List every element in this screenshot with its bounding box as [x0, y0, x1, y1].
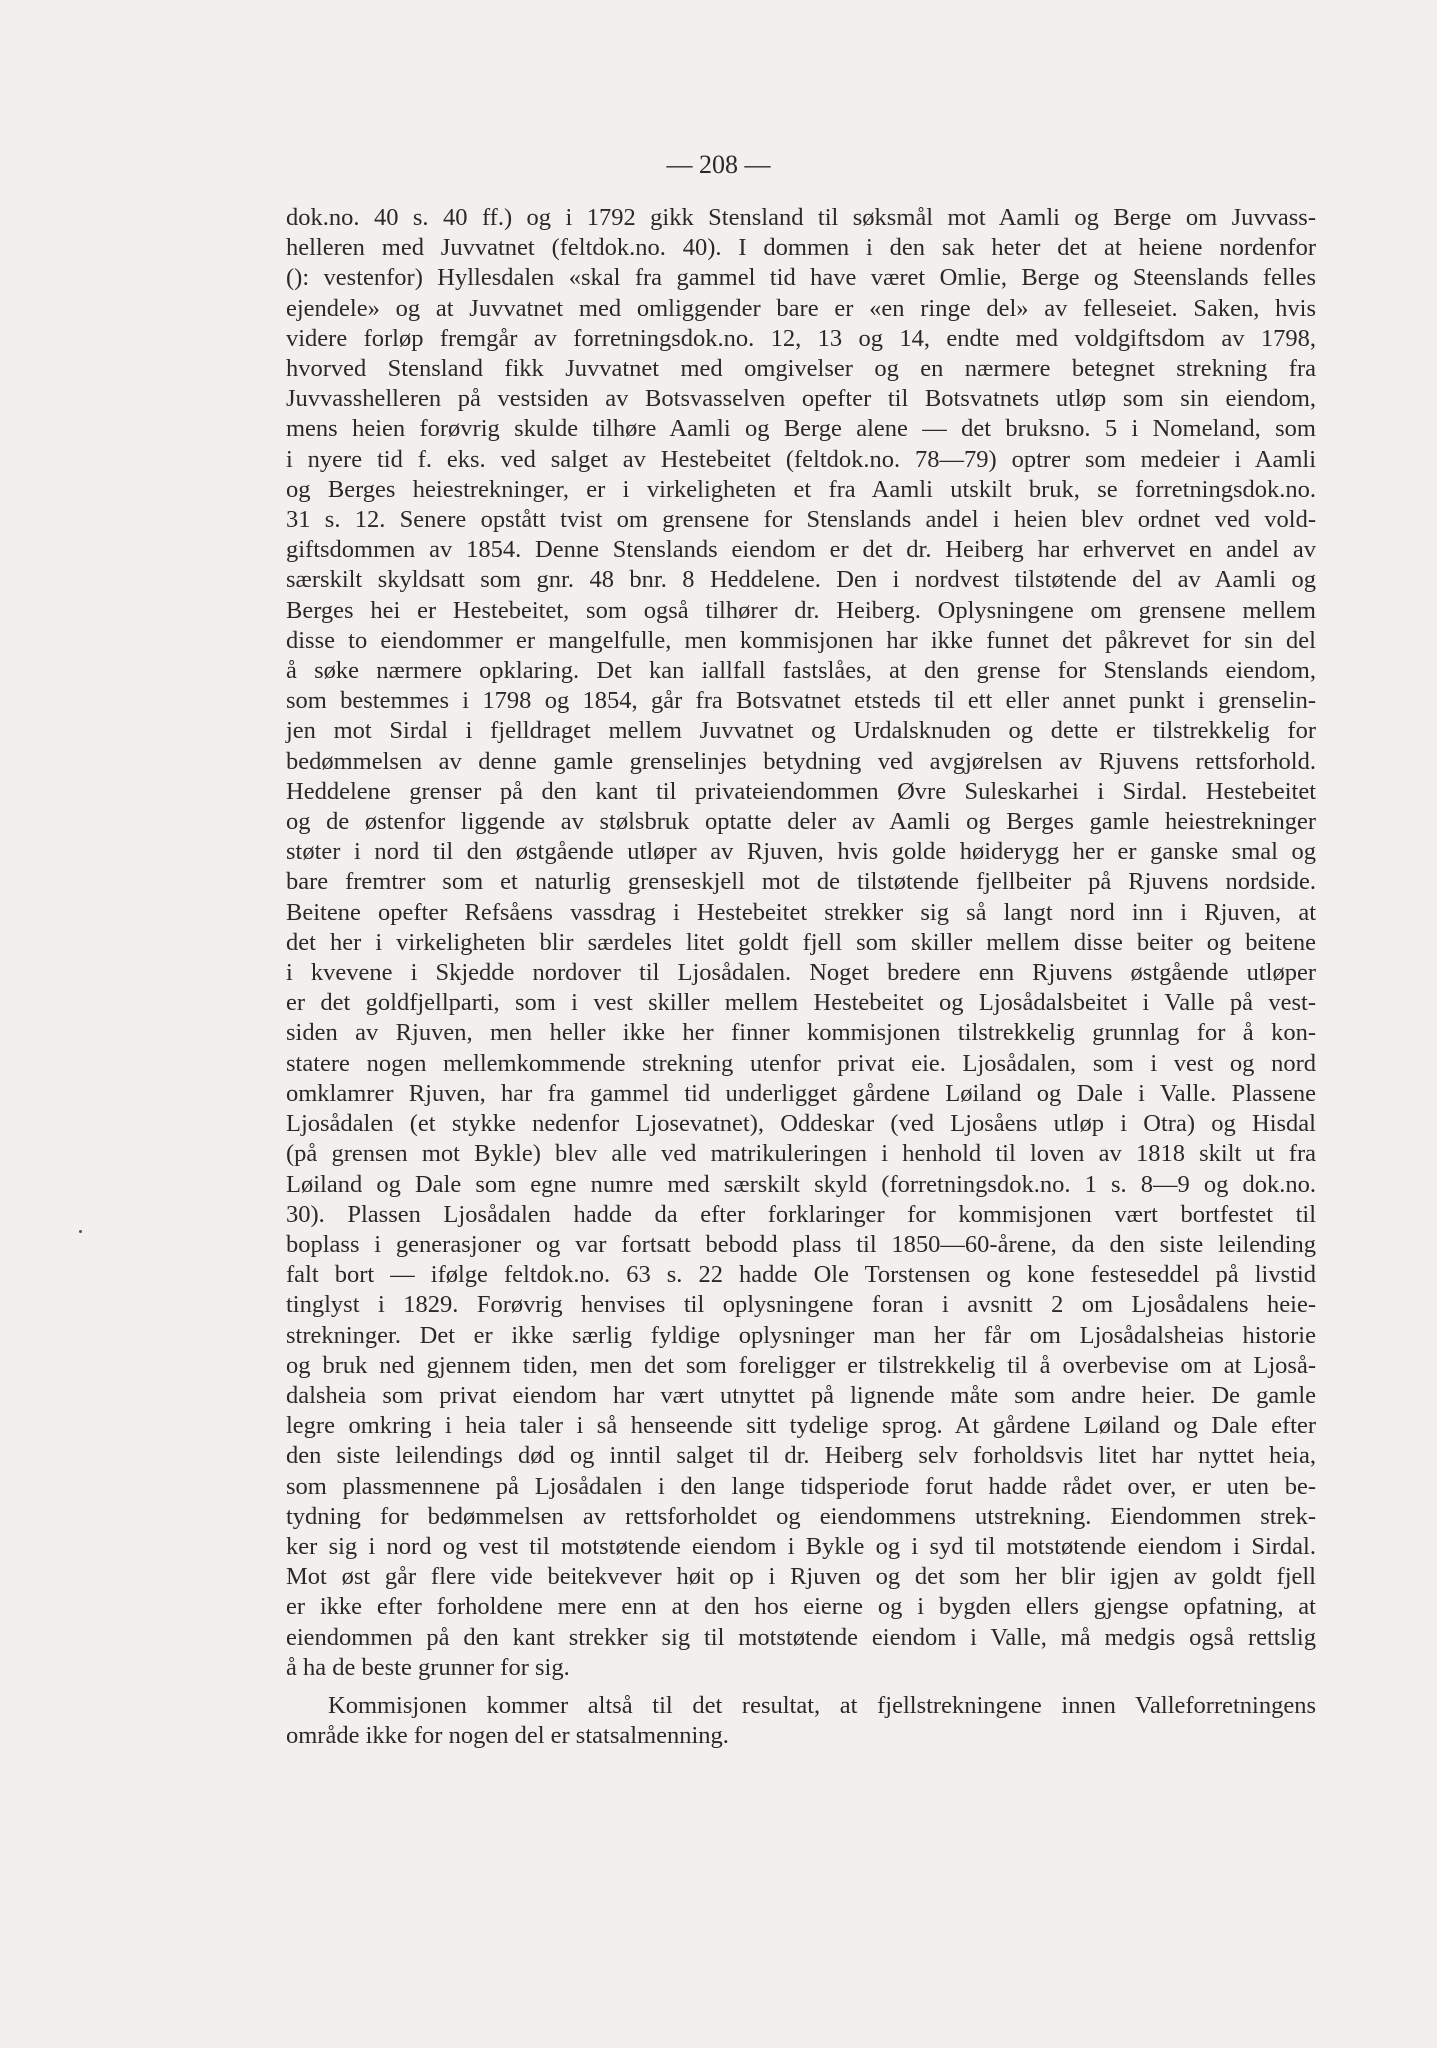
text-line: Berges hei er Hestebeitet, som også tilhører dr. Heiberg. Oplysningene om grensene mellem — [286, 596, 1316, 624]
text-line: strekninger. Det er ikke særlig fyldige oplysninger man her får om Ljosådalsheias historie — [286, 1321, 1316, 1349]
text-line: Løiland og Dale som egne numre med særskilt skyld (forretningsdok.no. 1 s. 8—9 og dok.no. — [286, 1170, 1316, 1198]
text-line: boplass i generasjoner og var fortsatt bebodd plass til 1850—60-årene, da den siste leilending — [286, 1230, 1316, 1258]
text-line: støter i nord til den østgående utløper av Rjuven, hvis golde høiderygg her er ganske smal og — [286, 838, 1316, 866]
text-line: (på grensen mot Bykle) blev alle ved matrikuleringen i henhold til loven av 1818 skilt ut fra — [286, 1140, 1316, 1168]
text-line: i kvevene i Skjedde nordover til Ljosådalen. Noget bredere enn Rjuvens østgående utløper — [286, 959, 1316, 987]
text-line: disse to eiendommer er mangelfulle, men kommisjonen har ikke funnet det påkrevet for sin del — [286, 626, 1316, 654]
text-line: jen mot Sirdal i fjelldraget mellem Juvvatnet og Urdalsknuden og dette er tilstrekkelig for — [286, 717, 1316, 745]
text-line: og de østenfor liggende av stølsbruk optatte deler av Aamli og Berges gamle heiestrekninger — [286, 808, 1316, 836]
margin-speck — [79, 1230, 82, 1233]
text-line: Mot øst går flere vide beitekvever høit op i Rjuven og det som her blir igjen av goldt fjell — [286, 1563, 1316, 1591]
text-line: tinglyst i 1829. Forøvrig henvises til oplysningene foran i avsnitt 2 om Ljosådalens heie- — [286, 1291, 1316, 1319]
text-line: helleren med Juvvatnet (feltdok.no. 40). I dommen i den sak heter det at heiene nordenfor — [286, 234, 1316, 262]
text-line: 30). Plassen Ljosådalen hadde da efter forklaringer for kommisjonen vært bortfestet til — [286, 1200, 1316, 1228]
text-line: tydning for bedømmelsen av rettsforholdet og eiendommens utstrekning. Eiendommen strek- — [286, 1502, 1316, 1530]
text-line: mens heien forøvrig skulde tilhøre Aamli og Berge alene — det bruksno. 5 i Nomeland, som — [286, 415, 1316, 443]
text-line: hvorved Stensland fikk Juvvatnet med omgivelser og en nærmere betegnet strekning fra — [286, 355, 1316, 383]
text-line: er ikke efter forholdene mere enn at den hos eierne og i bygden ellers gjengse opfatning, at — [286, 1593, 1316, 1621]
text-line: omklamrer Rjuven, har fra gammel tid underligget gårdene Løiland og Dale i Valle. Plassene — [286, 1079, 1316, 1107]
paragraph — [286, 1691, 1316, 1751]
text-line: (): vestenfor) Hyllesdalen «skal fra gammel tid have været Omlie, Berge og Steenslands felles — [286, 264, 1316, 292]
text-line: 31 s. 12. Senere opstått tvist om grensene for Stenslands andel i heien blev ordnet ved vold- — [286, 506, 1316, 534]
text-line: som plassmennene på Ljosådalen i den lange tidsperiode forut hadde rådet over, er uten be- — [286, 1472, 1316, 1500]
text-line: Beitene opefter Refsåens vassdrag i Hestebeitet strekker sig så langt nord inn i Rjuven, at — [286, 898, 1316, 926]
paragraph — [286, 203, 1316, 1683]
text-line: dalsheia som privat eiendom har vært utnyttet på lignende måte som andre heier. De gamle — [286, 1381, 1316, 1409]
text-line: og bruk ned gjennem tiden, men det som foreligger er tilstrekkelig til å overbevise om at Ljoså- — [286, 1351, 1316, 1379]
text-line: falt bort — ifølge feltdok.no. 63 s. 22 hadde Ole Torstensen og kone festeseddel på livstid — [286, 1261, 1316, 1289]
text-line: Kommisjonen kommer altså til det resultat, at fjellstrekningene innen Valleforretningens — [328, 1691, 1316, 1719]
text-line: Heddelene grenser på den kant til privateiendommen Øvre Suleskarhei i Sirdal. Hestebeitet — [286, 777, 1316, 805]
text-line: den siste leilendings død og inntil salget til dr. Heiberg selv forholdsvis litet har nyttet heia, — [286, 1442, 1316, 1470]
text-line: videre forløp fremgår av forretningsdok.no. 12, 13 og 14, endte med voldgiftsdom av 1798, — [286, 324, 1316, 352]
paragraph-gap — [286, 1683, 1316, 1691]
text-line: ker sig i nord og vest til motstøtende eiendom i Bykle og i syd til motstøtende eiendom i Sirdal. — [286, 1532, 1316, 1560]
text-line: område ikke for nogen del er statsalmenning. — [286, 1722, 729, 1750]
text-line: og Berges heiestrekninger, er i virkeligheten et fra Aamli utskilt bruk, se forretningsdok.no. — [286, 475, 1316, 503]
page-number: — 208 — — [666, 150, 771, 179]
text-line: siden av Rjuven, men heller ikke her finner kommisjonen tilstrekkelig grunnlag for å kon- — [286, 1019, 1316, 1047]
text-line: ejendele» og at Juvvatnet med omliggender bare er «en ringe del» av felleseiet. Saken, hvis — [286, 294, 1316, 322]
text-line: giftsdommen av 1854. Denne Stenslands eiendom er det dr. Heiberg har erhvervet en andel av — [286, 536, 1316, 564]
text-line: dok.no. 40 s. 40 ff.) og i 1792 gikk Stensland til søksmål mot Aamli og Berge om Juvvass- — [286, 204, 1316, 231]
text-line: legre omkring i heia taler i så henseende sitt tydelige sprog. At gårdene Løiland og Dale efter — [286, 1412, 1316, 1440]
text-line: bare fremtrer som et naturlig grenseskjell mot de tilstøtende fjellbeiter på Rjuvens nordside. — [286, 868, 1316, 896]
text-line: eiendommen på den kant strekker sig til motstøtende eiendom i Valle, må medgis også rettslig — [286, 1623, 1316, 1651]
text-line: statere nogen mellemkommende strekning utenfor privat eie. Ljosådalen, som i vest og nord — [286, 1049, 1316, 1077]
text-line: Ljosådalen (et stykke nedenfor Ljosevatnet), Oddeskar (ved Ljosåens utløp i Otra) og Hisdal — [286, 1110, 1316, 1138]
text-line: er det goldfjellparti, som i vest skiller mellem Hestebeitet og Ljosådalsbeitet i Valle på vest- — [286, 989, 1316, 1017]
text-line: det her i virkeligheten blir særdeles litet goldt fjell som skiller mellem disse beiter og beitene — [286, 928, 1316, 956]
text-line: Juvvasshelleren på vestsiden av Botsvasselven opefter til Botsvatnets utløp som sin eiendom, — [286, 385, 1316, 413]
text-line: i nyere tid f. eks. ved salget av Hestebeitet (feltdok.no. 78—79) optrer som medeier i Aamli — [286, 445, 1316, 473]
text-line: som bestemmes i 1798 og 1854, går fra Botsvatnet etsteds til ett eller annet punkt i grenselin- — [286, 687, 1316, 715]
text-line: å ha de beste grunner for sig. — [286, 1653, 570, 1681]
text-line: særskilt skyldsatt som gnr. 48 bnr. 8 Heddelene. Den i nordvest tilstøtende del av Aamli og — [286, 566, 1316, 594]
text-line: bedømmelsen av denne gamle grenselinjes betydning ved avgjørelsen av Rjuvens rettsforhold. — [286, 747, 1316, 775]
body-text — [286, 203, 1316, 1751]
text-line: å søke nærmere opklaring. Det kan iallfall fastslåes, at den grense for Stenslands eiendom, — [286, 657, 1316, 685]
